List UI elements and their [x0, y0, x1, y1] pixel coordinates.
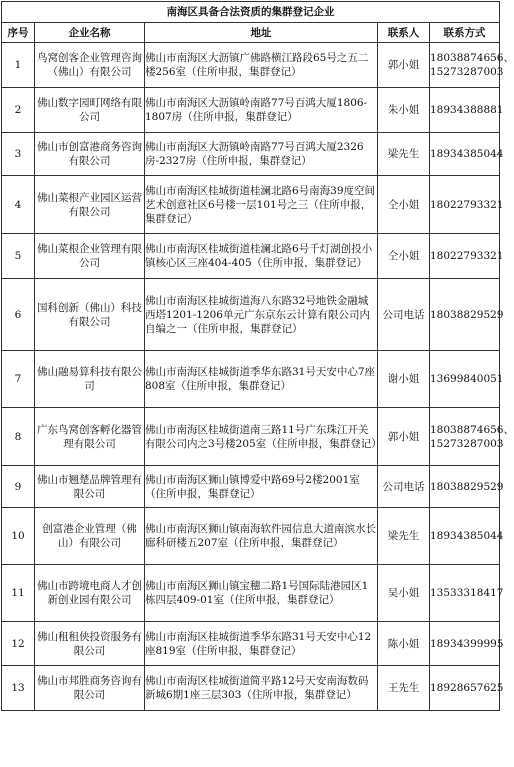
company-name: 佛山租租侠投资服务有限公司 — [35, 622, 145, 666]
company-address: 佛山市南海区桂城街道海八东路32号地铁金融城西塔1201-1206单元广东京东云计算有限公司内自编之一（住所申报，集群登记） — [145, 279, 378, 351]
header-row — [2, 23, 500, 43]
row-number: 5 — [2, 234, 35, 279]
company-name: 佛山市翘楚品牌管理有限公司 — [35, 466, 145, 508]
contact-phone — [430, 666, 504, 711]
contact-person: 郭小姐 — [378, 43, 430, 88]
company-address: 佛山市南海区桂城街道季华东路31号天安中心12座819室（住所申报，集群登记） — [145, 622, 378, 666]
contact-person: 陈小姐 — [378, 622, 430, 666]
contact-person: 王先生 — [378, 666, 430, 711]
row-number: 4 — [2, 176, 35, 234]
enterprise-registry-table — [1, 1, 514, 711]
company-address: 佛山市南海区狮山镇博爱中路69号2楼2001室（住所申报，集群登记） — [145, 466, 378, 508]
company-name: 国科创新（佛山）科技有限公司 — [35, 279, 145, 351]
table-row — [2, 43, 500, 88]
company-name: 佛山市跨境电商人才创新创业园有限公司 — [35, 565, 145, 622]
table-row — [2, 351, 500, 408]
contact-person: 郭小姐 — [378, 408, 430, 466]
phone-number: 15273287003 — [430, 66, 504, 78]
contact-person: 梁先生 — [378, 133, 430, 176]
company-name: 创富港企业管理（佛山）有限公司 — [35, 508, 145, 565]
company-name: 佛山数字园町网络有限公司 — [35, 88, 145, 133]
contact-person: 朱小姐 — [378, 88, 430, 133]
company-address: 佛山市南海区大沥镇广佛路横江路段65号之五二楼256室（住所申报，集群登记） — [145, 43, 378, 88]
contact-phone — [430, 234, 504, 279]
phone-number: 13533318417 — [430, 587, 504, 599]
phone-number: 18934385044 — [430, 148, 504, 160]
phone-number: 18934399995 — [430, 637, 504, 650]
contact-phone — [430, 508, 504, 565]
company-address: 佛山市南海区桂城街道南三路11号广东珠江开关有限公司内之3号楼205室（住所申报，集群登记） — [145, 408, 378, 466]
company-name: 佛山菜根产业园区运营有限公司 — [35, 176, 145, 234]
phone-number: 18038874656、 — [430, 52, 514, 64]
company-address: 佛山市南海区狮山镇宝穗二路1号国际陆港园区1栋四层409-01室（住所申报，集群登记） — [145, 565, 378, 622]
row-number: 2 — [2, 88, 35, 133]
table-row — [2, 622, 500, 666]
table-row — [2, 508, 500, 565]
company-name: 佛山市创富港商务咨询有限公司 — [35, 133, 145, 176]
table-row — [2, 466, 500, 508]
row-number: 6 — [2, 279, 35, 351]
company-address: 佛山市南海区桂城街道桂澜北路6号南海39度空间艺术创意社区6号楼一层101号之三（住所申报，集群登记） — [145, 176, 378, 234]
contact-person: 仝小姐 — [378, 234, 430, 279]
company-name: 佛山市邦胜商务咨询有限公司 — [35, 666, 145, 711]
phone-number: 18038874656、 — [430, 423, 514, 436]
contact-person: 公司电话 — [378, 466, 430, 508]
contact-phone — [430, 565, 504, 622]
contact-person: 仝小姐 — [378, 176, 430, 234]
contact-person: 吴小姐 — [378, 565, 430, 622]
table-row — [2, 234, 500, 279]
table-title: 南海区具备合法资质的集群登记企业 — [2, 2, 500, 23]
phone-number: 18934388881 — [430, 104, 504, 116]
phone-number: 18934385044 — [430, 530, 504, 542]
company-address: 佛山市南海区桂城街道简平路12号天安南海数码新城6期1座三层303（住所申报，集群登记） — [145, 666, 378, 711]
contact-person: 谢小姐 — [378, 351, 430, 408]
contact-person: 公司电话 — [378, 279, 430, 351]
table-row — [2, 176, 500, 234]
company-address: 佛山市南海区大沥镇岭南路77号百鸿大厦2326房-2327房（住所申报，集群登记） — [145, 133, 378, 176]
company-address: 佛山市南海区桂城街道季华东路31号天安中心7座808室（住所申报，集群登记） — [145, 351, 378, 408]
phone-number: 18038829529 — [430, 308, 504, 321]
table-row — [2, 133, 500, 176]
header-contact: 联系人 — [378, 23, 430, 43]
contact-phone — [430, 466, 504, 508]
table-body — [2, 43, 514, 711]
phone-number: 18928657625 — [430, 682, 504, 694]
contact-phone — [430, 176, 504, 234]
company-address: 佛山市南海区狮山镇南海软件园信息大道南滨水长廊科研楼五207室（住所申报，集群登记） — [145, 508, 378, 565]
row-number: 13 — [2, 666, 35, 711]
row-number: 10 — [2, 508, 35, 565]
phone-number: 18038829529 — [430, 480, 504, 493]
header-no: 序号 — [2, 23, 35, 43]
row-number: 9 — [2, 466, 35, 508]
company-address: 佛山市南海区桂城街道桂澜北路6号千灯湖创投小镇核心区三座404-405（住所申报，集群登记） — [145, 234, 378, 279]
contact-phone — [430, 622, 504, 666]
contact-person: 梁先生 — [378, 508, 430, 565]
row-number: 1 — [2, 43, 35, 88]
table-row — [2, 279, 500, 351]
header-phone: 联系方式 — [430, 23, 500, 43]
company-address: 佛山市南海区大沥镇岭南路77号百鸿大厦1806-1807房（住所申报，集群登记） — [145, 88, 378, 133]
table-row — [2, 88, 500, 133]
contact-phone — [430, 351, 504, 408]
row-number: 12 — [2, 622, 35, 666]
phone-number: 15273287003 — [430, 437, 504, 450]
row-number: 11 — [2, 565, 35, 622]
company-name: 广东鸟窝创客孵化器管理有限公司 — [35, 408, 145, 466]
phone-number: 18022793321 — [430, 250, 504, 262]
header-address: 地址 — [145, 23, 378, 43]
row-number: 3 — [2, 133, 35, 176]
phone-number: 13699840051 — [430, 373, 504, 385]
company-name: 鸟窝创客企业管理咨询（佛山）有限公司 — [35, 43, 145, 88]
contact-phone — [430, 133, 504, 176]
row-number: 7 — [2, 351, 35, 408]
phone-number: 18022793321 — [430, 198, 504, 211]
table-row — [2, 666, 500, 711]
table-row — [2, 408, 500, 466]
company-name: 佛山菜根企业管理有限公司 — [35, 234, 145, 279]
contact-phone — [430, 408, 514, 466]
contact-phone — [430, 279, 504, 351]
contact-phone — [430, 88, 504, 133]
contact-phone — [430, 43, 514, 88]
company-name: 佛山融易算科技有限公司 — [35, 351, 145, 408]
row-number: 8 — [2, 408, 35, 466]
header-name: 企业名称 — [35, 23, 145, 43]
table-row — [2, 565, 500, 622]
